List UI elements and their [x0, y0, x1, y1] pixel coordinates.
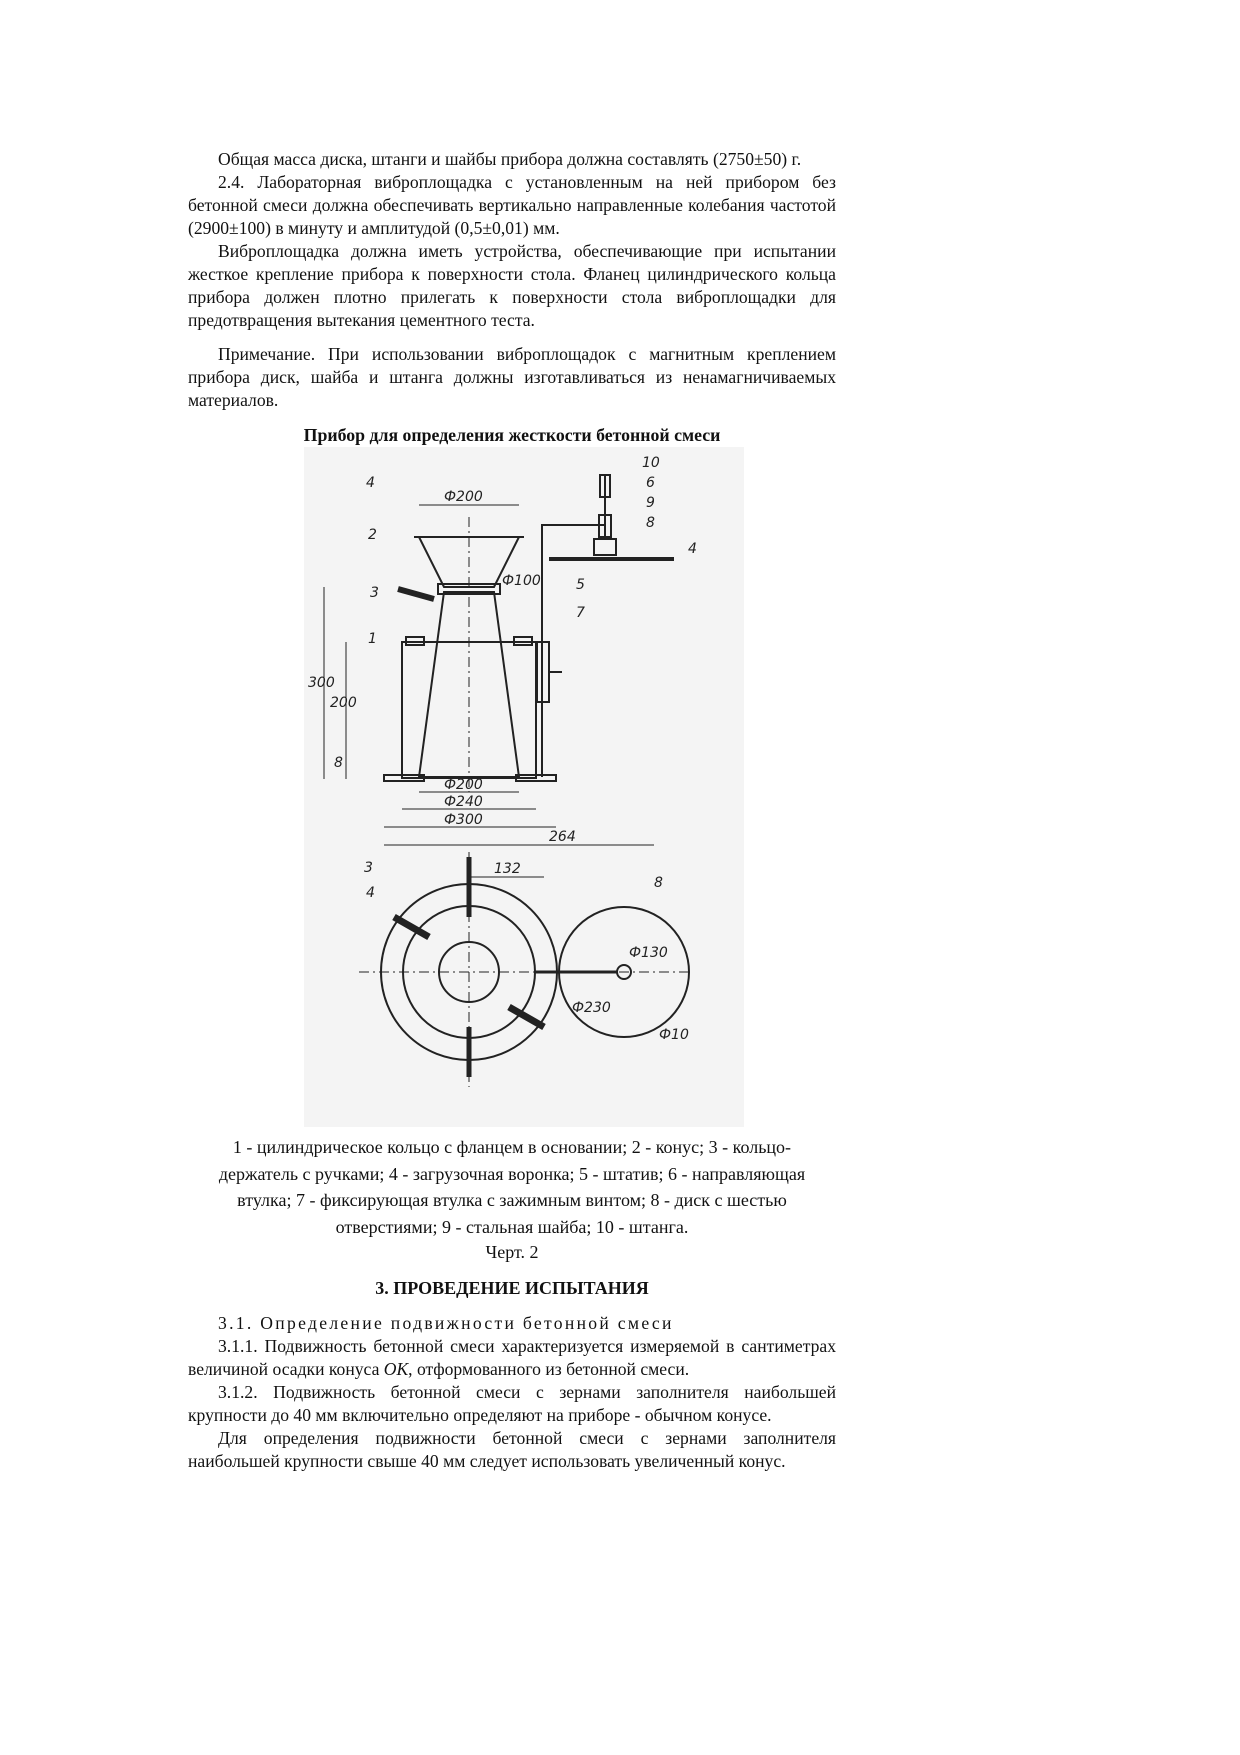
drawing-background	[304, 447, 744, 1127]
label-8: 8	[646, 515, 655, 531]
dim-300-bottom: Ф300	[444, 812, 483, 828]
ok-term: ОК	[383, 1359, 409, 1379]
p311-text-b: , отформованного из бетонной смеси.	[408, 1359, 690, 1379]
dim-10: Ф10	[659, 1027, 689, 1043]
dim-130: Ф130	[629, 945, 668, 961]
label-1: 1	[368, 631, 377, 647]
p311-text-a: 3.1.1. Подвижность бетонной смеси характеризуется измеряемой в сантиметрах величиной осадки конуса	[188, 1336, 836, 1379]
paragraph-large-cone: Для определения подвижности бетонной смеси с зернами заполнителя наибольшей крупности свыше 40 мм следует использовать увеличенный конус.	[188, 1428, 836, 1471]
dim-200-top: Ф200	[444, 489, 483, 505]
dim-264: 264	[549, 829, 576, 845]
label-3: 3	[370, 585, 379, 601]
dim-132: 132	[494, 861, 521, 877]
figure-drawing	[188, 447, 836, 1127]
paragraph-3-1-2: 3.1.2. Подвижность бетонной смеси с зернами заполнителя наибольшей крупности до 40 мм включительно определяют на приборе - обычном конусе.	[188, 1382, 836, 1425]
label-5: 5	[576, 577, 585, 593]
figure-number: Черт. 2	[485, 1242, 539, 1262]
dim-240: Ф240	[444, 794, 483, 810]
label-4: 4	[366, 475, 375, 491]
label-10: 10	[642, 455, 660, 471]
label-6: 6	[646, 475, 655, 491]
label-3b: 3	[364, 860, 373, 876]
technical-drawing	[304, 447, 744, 1127]
figure-title: Прибор для определения жесткости бетонной смеси	[303, 425, 721, 445]
dim-8: 8	[334, 755, 343, 771]
paragraph-mass: Общая масса диска, штанги и шайбы прибора должна составлять (2750±50) г.	[218, 149, 802, 169]
document-page	[188, 148, 836, 1473]
label-9: 9	[646, 495, 655, 511]
subsection-3-1: 3.1. Определение подвижности бетонной смеси	[218, 1313, 674, 1333]
label-4b: 4	[366, 885, 375, 901]
label-7: 7	[576, 605, 585, 621]
dim-230: Ф230	[572, 1000, 611, 1016]
figure-caption: 1 - цилиндрическое кольцо с фланцем в основании; 2 - конус; 3 - кольцо-держатель с ручками; 4 - загрузочная воронка; 5 - штатив; 6 - направляющая втулка; 7 - фиксирующая втулка с зажимным винтом; 8 - диск с шестью отверстиями; 9 - стальная шайба; 10 - штанга.	[218, 1137, 806, 1237]
dim-4: 4	[688, 541, 697, 557]
paragraph-note: Примечание. При использовании виброплощадок с магнитным креплением прибора диск, шайба и штанга должны изготавливаться из ненамагничиваемых материалов.	[188, 344, 836, 410]
dim-300: 300	[308, 675, 335, 691]
label-8b: 8	[654, 875, 663, 891]
paragraph-vibro: Виброплощадка должна иметь устройства, обеспечивающие при испытании жесткое крепление прибора к поверхности стола. Фланец цилиндрического кольца прибора должен плотно прилегать к поверхности стола виброплощадки для предотвращения вытекания цементного теста.	[188, 241, 836, 330]
dim-200-side: 200	[330, 695, 357, 711]
paragraph-2-4: 2.4. Лабораторная виброплощадка с установленным на ней прибором без бетонной смеси должна обеспечивать вертикально направленные колебания частотой (2900±100) в минуту и амплитудой (0,5±0,01) мм.	[188, 172, 836, 238]
label-2: 2	[368, 527, 377, 543]
dim-100: Ф100	[502, 573, 541, 589]
paragraph-3-1-1	[188, 1335, 836, 1381]
dim-200-bottom: Ф200	[444, 777, 483, 793]
section-3-title: 3. ПРОВЕДЕНИЕ ИСПЫТАНИЯ	[375, 1278, 649, 1298]
